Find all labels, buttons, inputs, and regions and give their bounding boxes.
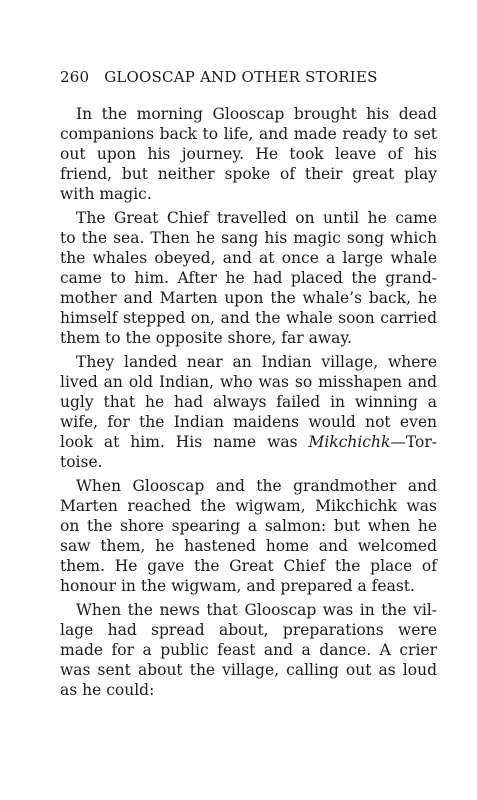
text-line: companions back to life, and made ready to set xyxy=(60,125,437,143)
text-line: himself stepped on, and the whale soon carried xyxy=(60,309,437,327)
running-title: GLOOSCAP AND OTHER STORIES xyxy=(104,68,378,86)
text-line: saw them, he hastened home and welcomed xyxy=(60,537,437,555)
text-line: friend, but neither spoke of their great play xyxy=(60,165,437,183)
paragraph xyxy=(60,208,437,348)
text-line: out upon his journey. He took leave of his xyxy=(60,145,437,163)
text-line: as he could: xyxy=(60,681,155,699)
text-line: the whales obeyed, and at once a large whale xyxy=(60,249,437,267)
text-line: lived an old Indian, who was so misshapen and xyxy=(60,373,437,391)
text-line: with magic. xyxy=(60,185,152,203)
paragraph xyxy=(60,104,437,204)
text-line: When the news that Glooscap was in the vil- xyxy=(76,601,437,619)
text-line: was sent about the village, calling out as loud xyxy=(60,661,437,679)
text-line-start: look at him. His name was xyxy=(60,433,298,451)
text-line: When Glooscap and the grandmother and xyxy=(76,477,437,495)
text-line: mother and Marten upon the whale’s back, he xyxy=(60,289,437,307)
paragraph xyxy=(60,600,437,700)
paragraph xyxy=(60,352,437,472)
text-line: made for a public feast and a dance. A crier xyxy=(60,641,437,659)
running-header xyxy=(60,68,440,86)
text-line: on the shore spearing a salmon: but when he xyxy=(60,517,437,535)
page-number: 260 xyxy=(60,68,90,86)
text-line: The Great Chief travelled on until he came xyxy=(76,209,437,227)
paragraph xyxy=(60,476,437,596)
text-line: wife, for the Indian maidens would not even xyxy=(60,413,437,431)
body-text xyxy=(60,104,437,704)
text-line: Marten reached the wigwam, Mikchichk was xyxy=(60,497,437,515)
text-line: ugly that he had always failed in winning a xyxy=(60,393,437,411)
text-line: lage had spread about, preparations were xyxy=(60,621,437,639)
text-line: them to the opposite shore, far away. xyxy=(60,329,352,347)
character-name: Mikchichk xyxy=(308,433,391,451)
text-line: them. He gave the Great Chief the place of xyxy=(60,557,437,575)
text-line: came to him. After he had placed the grand- xyxy=(60,269,437,287)
text-line-with-name xyxy=(60,432,437,452)
text-line: In the morning Glooscap brought his dead xyxy=(76,105,437,123)
text-line: honour in the wigwam, and prepared a feast. xyxy=(60,577,415,595)
hyphenated-word: —Tor- xyxy=(390,433,437,451)
text-line: to the sea. Then he sang his magic song which xyxy=(60,229,437,247)
text-line: They landed near an Indian village, where xyxy=(76,353,437,371)
text-line: toise. xyxy=(60,453,103,471)
